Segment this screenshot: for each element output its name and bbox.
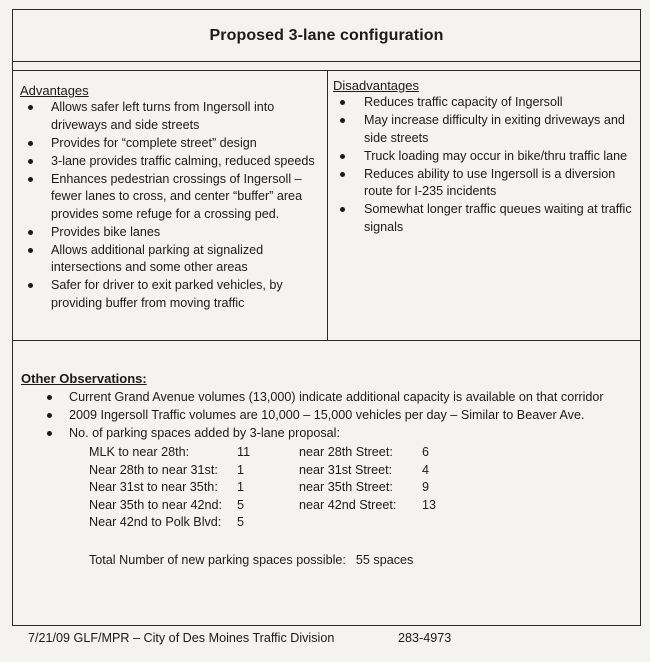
bullet-icon bbox=[47, 431, 52, 436]
parking-table bbox=[89, 444, 569, 532]
table-row bbox=[89, 444, 569, 462]
list-item bbox=[328, 94, 640, 112]
bullet-icon bbox=[340, 100, 345, 105]
page-footer bbox=[0, 631, 650, 649]
street-label: near 31st Street: bbox=[299, 462, 393, 477]
segment-label: Near 28th to near 31st: bbox=[89, 462, 218, 477]
street-value: 6 bbox=[422, 445, 430, 459]
street-label: near 35th Street: bbox=[299, 480, 393, 495]
observations-section bbox=[13, 341, 640, 627]
bullet-icon bbox=[28, 159, 33, 164]
footer-credit: 7/21/09 GLF/MPR – City of Des Moines Traffic Division bbox=[28, 631, 335, 645]
advantages-column bbox=[13, 71, 328, 340]
list-item-text: Reduces ability to use Ingersoll is a diversion route for I-235 incidents bbox=[364, 166, 616, 198]
page-title: Proposed 3-lane configuration bbox=[209, 26, 444, 44]
disadvantages-heading: Disadvantages bbox=[333, 78, 419, 93]
list-item-text: Somewhat longer traffic queues waiting at traffic signals bbox=[364, 202, 632, 234]
total-label: Total Number of new parking spaces possible: bbox=[89, 553, 346, 567]
segment-label: MLK to near 28th: bbox=[89, 445, 190, 459]
bullet-icon bbox=[28, 141, 33, 146]
bullet-icon bbox=[28, 283, 33, 288]
table-row bbox=[89, 514, 569, 532]
bullet-icon bbox=[47, 395, 52, 400]
parking-total bbox=[89, 553, 413, 567]
bullet-icon bbox=[28, 105, 33, 110]
segment-label: Near 42nd to Polk Blvd: bbox=[89, 515, 222, 530]
list-item-text: 2009 Ingersoll Traffic volumes are 10,000 – 15,000 vehicles per day – Similar to Beaver Ave. bbox=[69, 408, 585, 423]
list-item-text: Enhances pedestrian crossings of Ingersoll – fewer lanes to cross, and center “buffer” area provides some refuge for a crossing ped. bbox=[51, 171, 303, 221]
segment-value: 5 bbox=[237, 515, 245, 530]
segment-value: 5 bbox=[237, 497, 245, 512]
title-row bbox=[13, 10, 640, 62]
bullet-icon bbox=[28, 230, 33, 235]
list-item-text: May increase difficulty in exiting driveways and side streets bbox=[364, 113, 625, 145]
list-item bbox=[13, 153, 327, 171]
advantages-list bbox=[13, 99, 327, 313]
list-item bbox=[328, 166, 640, 201]
bullet-icon bbox=[340, 154, 345, 159]
list-item bbox=[13, 135, 327, 153]
list-item bbox=[13, 277, 327, 312]
footer-phone: 283-4973 bbox=[398, 631, 452, 645]
street-value: 4 bbox=[422, 462, 430, 477]
list-item-text: Provides for “complete street” design bbox=[51, 135, 257, 150]
observations-list bbox=[13, 389, 640, 443]
list-item-text: Allows additional parking at signalized intersections and some other areas bbox=[51, 242, 264, 274]
list-item bbox=[13, 99, 327, 134]
list-item bbox=[13, 389, 640, 407]
list-item-text: Provides bike lanes bbox=[51, 224, 161, 239]
total-value: 55 spaces bbox=[355, 553, 414, 567]
bullet-icon bbox=[28, 177, 33, 182]
list-item bbox=[328, 112, 640, 147]
segment-label: Near 35th to near 42nd: bbox=[89, 497, 223, 512]
street-label: near 28th Street: bbox=[299, 445, 393, 459]
disadvantages-column bbox=[328, 71, 640, 340]
bullet-icon bbox=[340, 118, 345, 123]
street-value: 9 bbox=[422, 480, 430, 495]
table-row bbox=[89, 497, 569, 515]
segment-label: Near 31st to near 35th: bbox=[89, 480, 218, 495]
list-item-text: Truck loading may occur in bike/thru traffic lane bbox=[364, 148, 628, 163]
observations-heading: Other Observations: bbox=[21, 371, 147, 386]
advantages-heading: Advantages bbox=[20, 83, 89, 98]
list-item-text: Current Grand Avenue volumes (13,000) indicate additional capacity is available on that corridor bbox=[69, 390, 604, 404]
table-row bbox=[89, 462, 569, 480]
list-item bbox=[13, 224, 327, 242]
list-item-text: 3-lane provides traffic calming, reduced speeds bbox=[51, 153, 315, 168]
list-item-text: Reduces traffic capacity of Ingersoll bbox=[364, 95, 563, 109]
list-item bbox=[328, 148, 640, 166]
bullet-icon bbox=[340, 207, 345, 212]
street-value: 13 bbox=[422, 497, 437, 512]
list-item bbox=[328, 201, 640, 236]
disadvantages-list bbox=[328, 94, 640, 237]
bullet-icon bbox=[28, 248, 33, 253]
list-item-text: Allows safer left turns from Ingersoll into driveways and side streets bbox=[51, 100, 275, 132]
bullet-icon bbox=[340, 172, 345, 177]
list-item-text: Safer for driver to exit parked vehicles, by providing buffer from moving traffic bbox=[51, 278, 283, 310]
document-frame bbox=[12, 9, 641, 626]
bullet-icon bbox=[47, 413, 52, 418]
table-row bbox=[89, 479, 569, 497]
list-item bbox=[13, 425, 640, 443]
street-label: near 42nd Street: bbox=[299, 497, 397, 512]
segment-value: 1 bbox=[237, 462, 245, 477]
list-item bbox=[13, 171, 327, 224]
list-item-text: No. of parking spaces added by 3-lane proposal: bbox=[69, 426, 340, 441]
list-item bbox=[13, 407, 640, 425]
pros-cons-section bbox=[13, 70, 640, 341]
list-item bbox=[13, 242, 327, 277]
segment-value: 11 bbox=[237, 445, 251, 459]
segment-value: 1 bbox=[237, 480, 245, 495]
